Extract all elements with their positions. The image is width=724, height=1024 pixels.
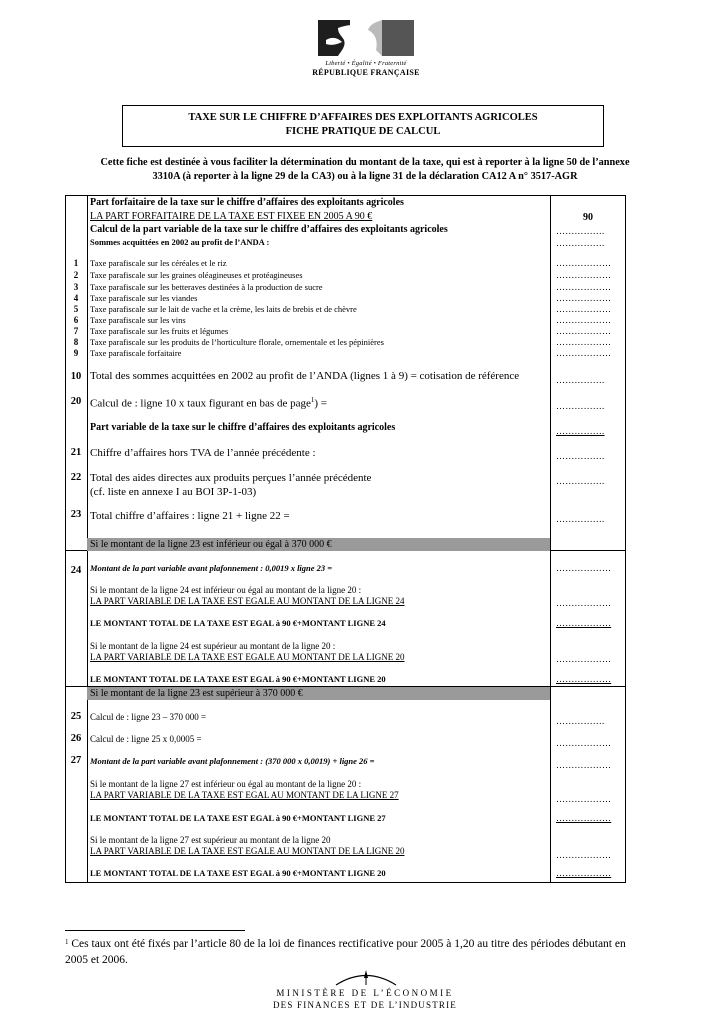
line-num-22: 22 — [70, 472, 82, 483]
tax-line-label-7: Taxe parafiscale sur les fruits et légumes — [90, 326, 229, 336]
title-line-1: TAXE SUR LE CHIFFRE D’AFFAIRES DES EXPLOITANTS AGRICOLES — [188, 112, 538, 123]
total-1-value: ……………… — [556, 618, 612, 628]
line-21-value: ……………. — [556, 451, 605, 461]
ministry-line-2: DES FINANCES ET DE L’INDUSTRIE — [272, 1000, 457, 1010]
line-10-text: Total des sommes acquittées en 2002 au profit de l’ANDA (lignes 1 à 9) = cotisation de référence — [90, 370, 520, 382]
tax-line-value-2: ……………… — [556, 270, 612, 280]
total-3-value: ……………… — [556, 813, 612, 823]
tax-line-num-5: 5 — [73, 304, 79, 314]
cond-1-b: LA PART VARIABLE DE LA TAXE EST EGALE AU MONTANT DE LA LIGNE 24 — [90, 596, 405, 606]
cond-4-value: ……………… — [556, 850, 612, 860]
line-20-text — [90, 396, 550, 410]
line-25-text: Calcul de : ligne 23 – 370 000 = — [90, 712, 207, 722]
dots-s2: ……………. — [556, 226, 605, 236]
title-box — [122, 105, 604, 147]
pv-value: ……………. — [556, 426, 605, 436]
total-2: LE MONTANT TOTAL DE LA TAXE EST EGAL à 90 €+MONTANT LIGNE 20 — [90, 674, 386, 684]
tax-line-value-4: ……………… — [556, 293, 612, 303]
part-forfaitaire-value: 90 — [583, 212, 593, 223]
line-26-value: ……………… — [556, 738, 612, 748]
tax-line-label-5: Taxe parafiscale sur le lait de vache et la crème, les laits de brebis et de chèvre — [90, 304, 357, 314]
footnote-sup: 1 — [65, 938, 69, 946]
footnote — [65, 936, 665, 968]
part-variable-calc-title: Calcul de la part variable de la taxe sur le chiffre d’affaires des exploitants agricoles — [90, 224, 448, 235]
tax-line-value-9: ……………… — [556, 348, 612, 358]
tax-line-num-7: 7 — [73, 326, 79, 336]
tax-line-num-8: 8 — [73, 337, 79, 347]
line-10-value: ……………. — [556, 375, 605, 385]
cond-3-b: LA PART VARIABLE DE LA TAXE EST EGAL AU MONTANT DE LA LIGNE 27 — [90, 790, 399, 800]
band-superieur-370000: Si le montant de la ligne 23 est supérieur à 370 000 € — [87, 687, 550, 700]
intro-line-2: 3310A (à reporter à la ligne 29 de la CA3) ou à la ligne 31 de la déclaration CA12 A n° 3517-AGR — [152, 171, 578, 182]
cond-2-value: ……………… — [556, 654, 612, 664]
republique-francaise: RÉPUBLIQUE FRANÇAISE — [312, 68, 420, 77]
line-27-text: Montant de la part variable avant plafonnement : (370 000 x 0,0019) + ligne 26 = — [90, 756, 375, 766]
line-27-value: ……………… — [556, 760, 612, 770]
tax-line-label-1: Taxe parafiscale sur les céréales et le riz — [90, 258, 227, 268]
line-20-value: ……………. — [556, 401, 605, 411]
line-24-text: Montant de la part variable avant plafonnement : 0,0019 x ligne 23 = — [90, 563, 333, 573]
cond-3-value: ……………… — [556, 794, 612, 804]
tax-line-label-4: Taxe parafiscale sur les viandes — [90, 293, 198, 303]
cond-1-value: ……………… — [556, 598, 612, 608]
motto: Liberté • Égalité • Fraternité — [325, 60, 407, 67]
footnote-text-2: 2005 et 2006. — [65, 954, 128, 966]
total-1: LE MONTANT TOTAL DE LA TAXE EST EGAL à 90 €+MONTANT LIGNE 24 — [90, 618, 386, 628]
line-num-25: 25 — [70, 711, 82, 722]
tax-line-num-9: 9 — [73, 348, 79, 358]
tax-line-value-3: ……………… — [556, 282, 612, 292]
line-num-10: 10 — [70, 371, 82, 382]
line-22-text-b: (cf. liste en annexe I au BOI 3P-1-03) — [90, 486, 257, 498]
intro-text — [80, 156, 650, 184]
tax-line-num-6: 6 — [73, 315, 79, 325]
line-23-text: Total chiffre d’affaires : ligne 21 + ligne 22 = — [90, 510, 290, 522]
line-22-value: ……………. — [556, 476, 605, 486]
title-line-2: FICHE PRATIQUE DE CALCUL — [285, 126, 441, 137]
line-24-value: ……………… — [556, 563, 612, 573]
tax-line-label-2: Taxe parafiscale sur les graines oléagineuses et protéagineuses — [90, 270, 303, 280]
line-20-a: Calcul de : ligne 10 x taux figurant en bas de page — [90, 397, 311, 410]
cond-4-b: LA PART VARIABLE DE LA TAXE EST EGALE AU MONTANT DE LA LIGNE 20 — [90, 846, 405, 856]
footnote-rule — [65, 930, 245, 931]
cond-2-a: Si le montant de la ligne 24 est supérieur au montant de la ligne 20 : — [90, 641, 336, 651]
total-3: LE MONTANT TOTAL DE LA TAXE EST EGAL à 90 €+MONTANT LIGNE 27 — [90, 813, 386, 823]
line-26-text: Calcul de : ligne 25 x 0,0005 = — [90, 734, 202, 744]
line-20-sup: 1 — [310, 396, 315, 404]
band-inferieur-370000: Si le montant de la ligne 23 est inférieur ou égal à 370 000 € — [87, 538, 550, 551]
tax-line-label-6: Taxe parafiscale sur les vins — [90, 315, 186, 325]
line-num-26: 26 — [70, 733, 82, 744]
line-21-text: Chiffre d’affaires hors TVA de l’année précédente : — [90, 447, 316, 459]
part-variable-title: Part variable de la taxe sur le chiffre d’affaires des exploitants agricoles — [90, 422, 396, 433]
tax-line-num-2: 2 — [73, 270, 79, 280]
ministry-line-1: MINISTÈRE DE L’ÉCONOMIE — [276, 988, 454, 998]
line-20-b: ) = — [314, 397, 327, 410]
part-forfaitaire-fixed: LA PART FORFAITAIRE DE LA TAXE EST FIXEE EN 2005 A 90 € — [90, 211, 373, 222]
total-4-value: ……………… — [556, 868, 612, 878]
tax-line-num-4: 4 — [73, 293, 79, 303]
tax-line-value-8: ……………… — [556, 337, 612, 347]
total-2-value: ……………… — [556, 674, 612, 684]
part-forfaitaire-title: Part forfaitaire de la taxe sur le chiffre d’affaires des exploitants agricoles — [90, 197, 404, 208]
total-4: LE MONTANT TOTAL DE LA TAXE EST EGAL à 90 €+MONTANT LIGNE 20 — [90, 868, 386, 878]
tax-line-num-1: 1 — [73, 258, 79, 268]
tax-line-label-9: Taxe parafiscale forfaitaire — [90, 348, 182, 358]
intro-line-1: Cette fiche est destinée à vous faciliter la détermination du montant de la taxe, qui est à reporter à la ligne 50 de l’annexe — [100, 157, 630, 168]
dots-s2-sub: ……………. — [556, 238, 605, 248]
tax-line-label-3: Taxe parafiscale sur les betteraves destinées à la production de sucre — [90, 282, 323, 292]
footnote-text: Ces taux ont été fixés par l’article 80 de la loi de finances rectificative pour 2005 à 1,20 au titre des périodes débutant en — [71, 938, 626, 950]
line-num-24: 24 — [70, 565, 82, 576]
cond-2-b: LA PART VARIABLE DE LA TAXE EST EGALE AU MONTANT DE LA LIGNE 20 — [90, 652, 405, 662]
line-num-27: 27 — [70, 755, 82, 766]
line-num-20: 20 — [70, 396, 82, 407]
sommes-acquittees: Sommes acquittées en 2002 au profit de l’ANDA : — [90, 237, 270, 247]
tax-line-value-5: ……………… — [556, 304, 612, 314]
table-col-divider-2 — [550, 195, 551, 883]
cond-1-a: Si le montant de la ligne 24 est inférieur ou égal au montant de la ligne 20 : — [90, 585, 362, 595]
tax-line-value-6: ……………… — [556, 315, 612, 325]
line-num-21: 21 — [70, 447, 82, 458]
cond-3-a: Si le montant de la ligne 27 est inférieur ou égal au montant de la ligne 20 : — [90, 779, 362, 789]
line-num-23: 23 — [70, 509, 82, 520]
tax-line-num-3: 3 — [73, 282, 79, 292]
tax-line-value-1: ……………… — [556, 258, 612, 268]
line-23-value: ……………. — [556, 514, 605, 524]
line-22-text-a: Total des aides directes aux produits perçues l’année précédente — [90, 472, 372, 484]
tax-line-label-8: Taxe parafiscale sur les produits de l’horticulture florale, ornementale et les pépinières — [90, 337, 384, 347]
line-25-value: ……………. — [556, 716, 605, 726]
tax-line-value-7: ……………… — [556, 326, 612, 336]
cond-4-a: Si le montant de la ligne 27 est supérieur au montant de la ligne 20 — [90, 835, 331, 845]
ministry-logo-icon — [330, 968, 402, 986]
